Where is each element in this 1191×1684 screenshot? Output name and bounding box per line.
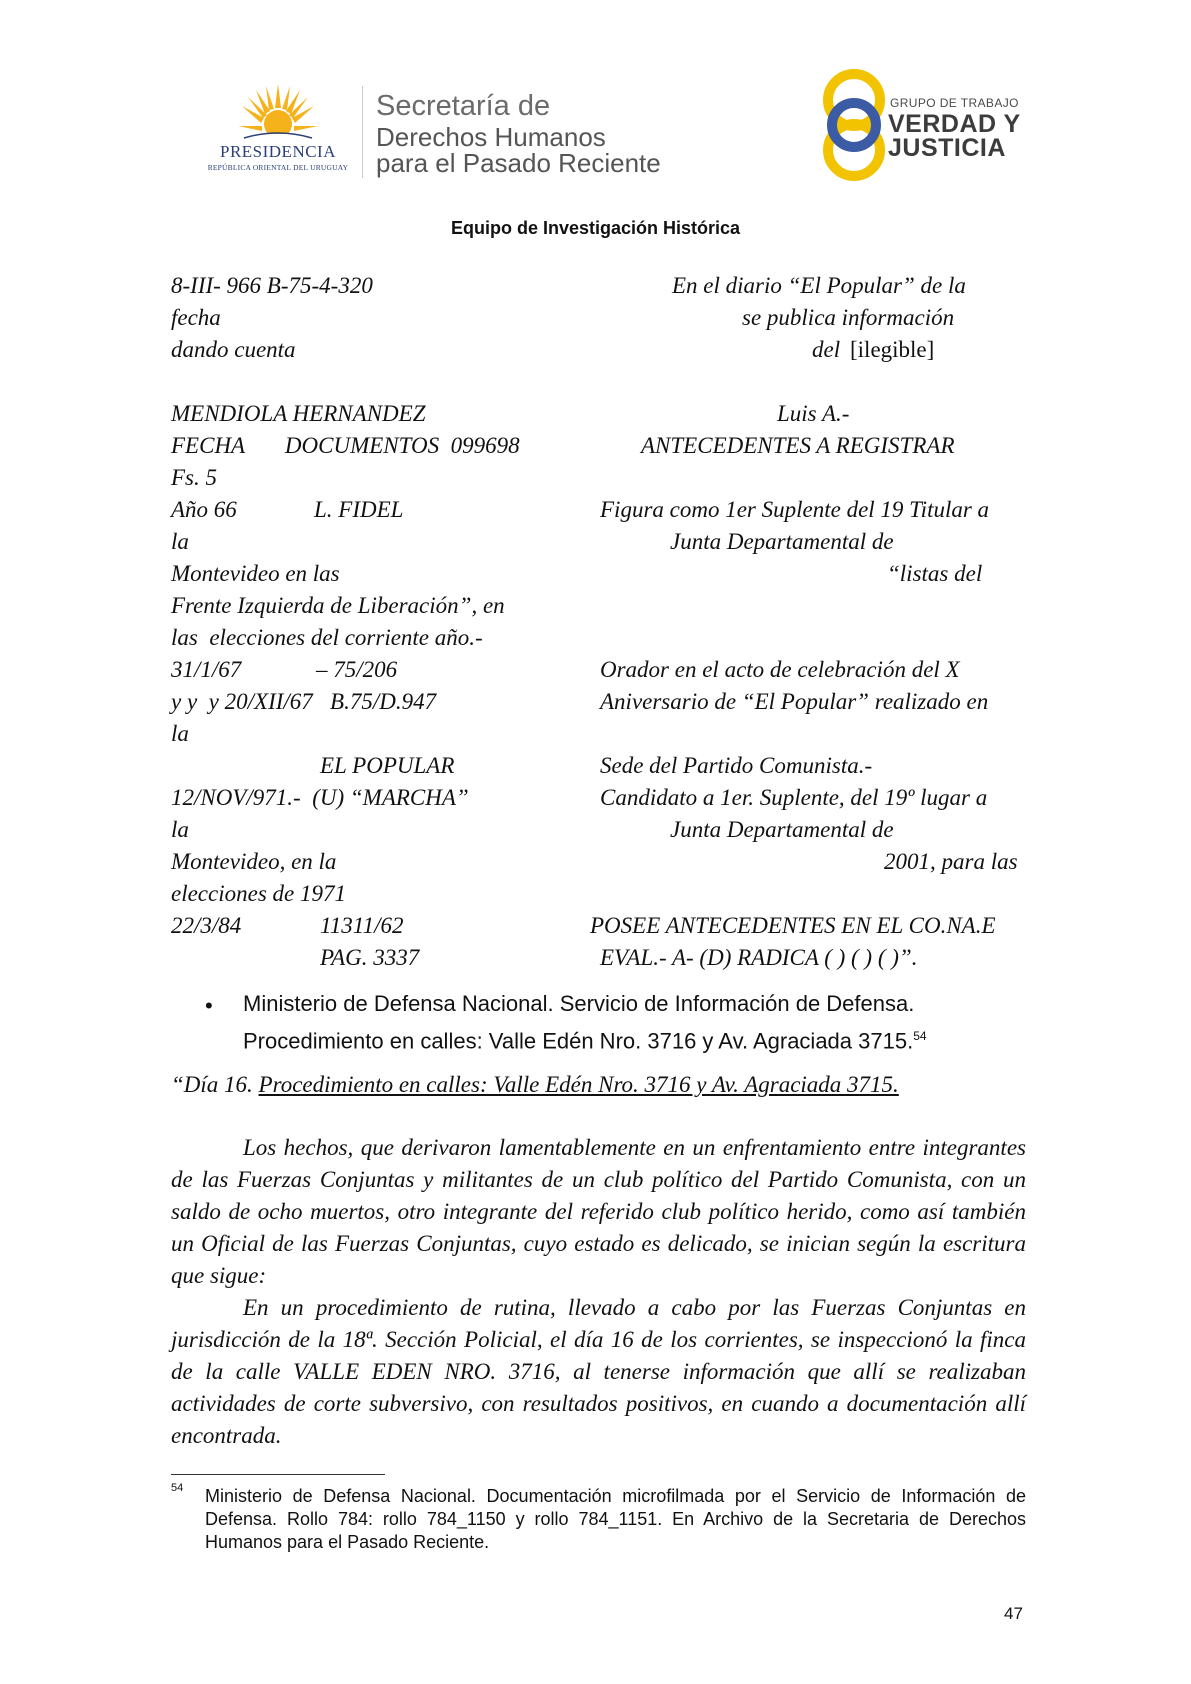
record-text: Figura como 1er Suplente del 19 Titular a <box>600 497 990 522</box>
record-text: la <box>171 529 189 554</box>
record-text: Junta Departamental de <box>670 817 894 842</box>
secretaria-line3: para el Pasado Reciente <box>376 148 661 178</box>
record-text: la <box>171 721 189 746</box>
page-number: 47 <box>1004 1604 1023 1623</box>
record-text: 12/NOV/971.- (U) “MARCHA” <box>171 785 469 810</box>
record-text: Montevideo en las <box>171 561 340 586</box>
record-text: las elecciones del corriente año.- <box>171 625 483 650</box>
record-text: 31/1/67 <box>171 657 242 682</box>
record-text: Aniversario de “El Popular” realizado en <box>600 689 989 714</box>
page-subtitle: Equipo de Investigación Histórica <box>450 218 741 238</box>
presidencia-name: PRESIDENCIA <box>219 142 336 161</box>
vyj-title-line1: VERDAD Y <box>888 110 1021 138</box>
record-text: fecha <box>171 305 221 330</box>
record-text: del <box>812 337 846 362</box>
record-text: 2001, para las <box>884 849 1018 874</box>
record-text: Frente Izquierda de Liberación”, en <box>171 593 505 618</box>
record-text: la <box>171 817 189 842</box>
record-text: Junta Departamental de <box>670 529 894 554</box>
secretaria-line1: Secretaría de <box>376 90 551 122</box>
record-text: se publica información <box>742 305 955 330</box>
record-text: FECHA DOCUMENTOS 099698 <box>171 433 520 458</box>
paragraph: Los hechos, que derivaron lamentablemente en un enfrentamiento entre integrantes de las Fuerzas Conjuntas y militantes de un club político del Partido Comunista, con un saldo de ocho muertos, otro integrante del referido club político herido, como así también un Oficial de las Fuerzas Conjuntas, cuyo estado es delicado, se inician según la escritura que sigue: <box>171 1135 1026 1288</box>
footnote-reference[interactable]: 54 <box>913 1029 927 1043</box>
record-text: MENDIOLA HERNANDEZ <box>171 401 426 426</box>
record-text: Sede del Partido Comunista.- <box>600 753 873 778</box>
vyj-small-label: GRUPO DE TRABAJO <box>890 96 1019 110</box>
vyj-title-line2: JUSTICIA <box>888 134 1006 162</box>
illegible-mark: [ilegible] <box>850 337 935 362</box>
record-text: Luis A.- <box>777 401 850 426</box>
footnote-number: 54 <box>171 1482 184 1494</box>
record-text: Orador en el acto de celebración del X <box>600 657 960 682</box>
footnote-separator <box>171 1474 385 1475</box>
bullet-line: Ministerio de Defensa Nacional. Servicio de Información de Defensa. <box>243 991 915 1016</box>
record-text: Montevideo, en la <box>171 849 337 874</box>
quote-underlined: Procedimiento en calles: Valle Edén Nro. 3716 y Av. Agraciada 3715. <box>258 1072 899 1097</box>
record-text: POSEE ANTECEDENTES EN EL CO.NA.E <box>590 913 996 938</box>
quote-prefix: “Día 16. <box>171 1072 259 1097</box>
record-text: dando cuenta <box>171 337 296 362</box>
record-text: Candidato a 1er. Suplente, del 19º lugar a <box>600 785 988 810</box>
presidencia-subtitle: REPÚBLICA ORIENTAL DEL URUGUAY <box>207 163 349 172</box>
record-text: 8-III- 966 B-75-4-320 <box>171 273 373 298</box>
secretaria-line2: Derechos Humanos <box>376 122 606 152</box>
record-text: ANTECEDENTES A REGISTRAR <box>641 433 955 458</box>
record-text: 22/3/84 <box>171 913 242 938</box>
record-text: En el diario “El Popular” de la <box>672 273 966 298</box>
body-paragraphs <box>171 1132 1026 1452</box>
record-text: elecciones de 1971 <box>171 881 346 906</box>
record-text: “listas del <box>887 561 983 586</box>
record-text: y y y 20/XII/67 B.75/D.947 <box>171 689 437 714</box>
record-text: EL POPULAR <box>320 753 455 778</box>
record-text: 11311/62 <box>320 913 404 938</box>
paragraph: En un procedimiento de rutina, llevado a cabo por las Fuerzas Conjuntas en jurisdicción de la 18ª. Sección Policial, el día 16 de los corrientes, se inspeccionó la finca de la calle VALLE EDEN NRO. 3716, al tenerse información que allí se realizaban actividades de corte subversivo, con resultados positivos, en cuando a documentación allí encontrada. <box>171 1295 1026 1448</box>
bullet-marker: • <box>205 993 213 1018</box>
record-text: PAG. 3337 <box>320 945 420 970</box>
record-text: EVAL.- A- (D) RADICA ( ) ( ) ( )”. <box>600 945 918 970</box>
bullet-line <box>243 1020 927 1057</box>
presidencia-logo <box>198 82 358 182</box>
record-text: Año 66 <box>171 497 237 522</box>
header-divider <box>362 86 363 178</box>
record-text: Fs. 5 <box>171 465 217 490</box>
record-text: – 75/206 <box>316 657 398 682</box>
quote-heading <box>171 1072 899 1098</box>
footnote-text: Ministerio de Defensa Nacional. Documentación microfilmada por el Servicio de Información de Defensa. Rollo 784: rollo 784_1150 y rollo 784_1151. En Archivo de la Secretaria de Derechos Humanos para el Pasado Reciente. <box>205 1486 1026 1552</box>
bullet-line-text: Procedimiento en calles: Valle Edén Nro. 3716 y Av. Agraciada 3715. <box>243 1028 914 1054</box>
record-text: L. FIDEL <box>314 497 404 522</box>
